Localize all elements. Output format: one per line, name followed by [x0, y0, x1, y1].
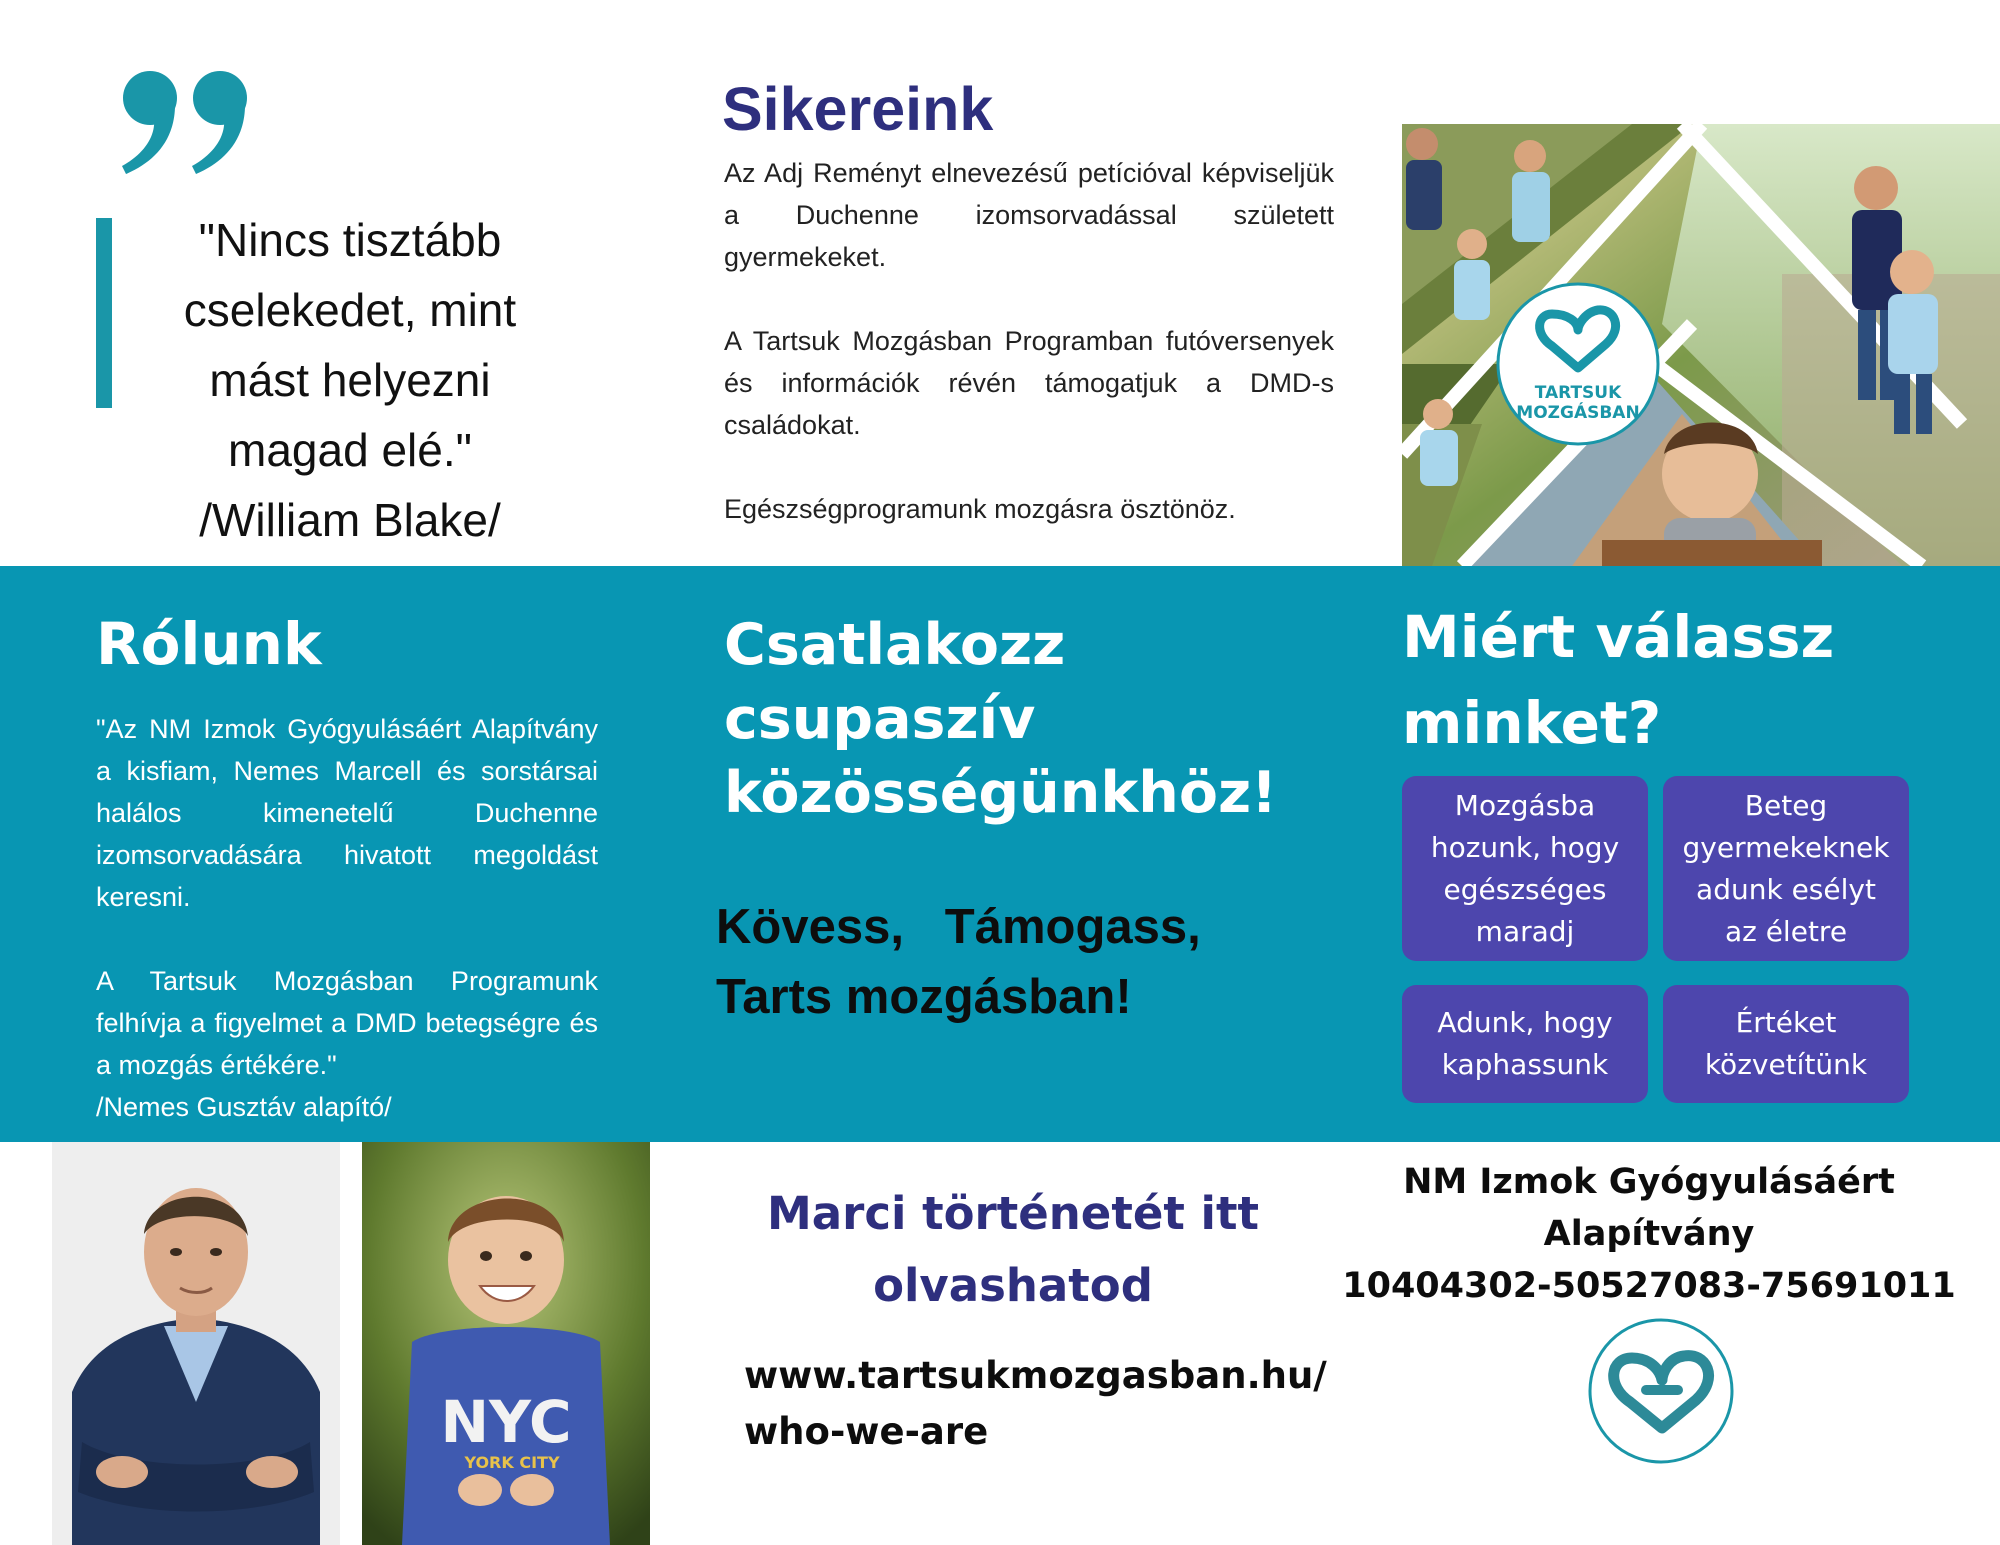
story-title-line: olvashatod: [873, 1259, 1153, 1312]
successes-paragraph: Egészségprogramunk mozgásra ösztönöz.: [724, 494, 1236, 524]
reason-card-line: közvetítünk: [1704, 1048, 1868, 1081]
quote-author: /William Blake/: [199, 494, 501, 546]
why-title-line: Miért válassz: [1402, 603, 1835, 671]
follow-word: Kövess,: [716, 900, 904, 954]
quote-line: "Nincs tisztább: [198, 214, 502, 266]
call-to-action: [716, 892, 1276, 1032]
quote-line: magad elé.": [228, 424, 472, 476]
reason-card-line: Értéket: [1735, 1006, 1837, 1039]
keep-moving-text: Tarts mozgásban!: [716, 970, 1132, 1024]
reason-card-line: egészséges: [1443, 872, 1607, 906]
successes-paragraph: Az Adj Reményt elnevezésű petícióval képviseljük a Duchenne izomsorvadással született gyermekeket.: [724, 158, 1334, 272]
about-paragraph: "Az NM Izmok Gyógyulásáért Alapítvány a kisfiam, Nemes Marcell és sorstársai halálos kimenetelű Duchenne izomsorvadására hivatott megoldást keresni.: [96, 714, 598, 912]
story-title: [716, 1178, 1310, 1322]
about-title: Rólunk: [96, 610, 322, 678]
join-title-line: közösségünkhöz!: [724, 760, 1278, 826]
shirt-print-subtext: YORK CITY: [464, 1453, 560, 1472]
marci-photo: [362, 1142, 650, 1545]
successes-body: [724, 152, 1334, 530]
reason-card: [1402, 985, 1648, 1103]
bank-account-number: 10404302-50527083-75691011: [1342, 1266, 1956, 1306]
quote-line: mást helyezni: [209, 354, 491, 406]
successes-paragraph: A Tartsuk Mozgásban Programban futóversenyek és információk révén támogatjuk a DMD-s családokat.: [724, 326, 1334, 440]
about-paragraph: A Tartsuk Mozgásban Programunk felhívja a figyelmet a DMD betegségre és a mozgás értékére.": [96, 966, 598, 1080]
reason-card-line: Adunk, hogy: [1437, 1006, 1613, 1039]
collage-logo-line-2: MOZGÁSBAN: [1516, 403, 1640, 423]
quote-block: [140, 205, 560, 555]
about-signature: /Nemes Gusztáv alapító/: [96, 1092, 392, 1122]
story-title-line: Marci történetét itt: [767, 1187, 1259, 1240]
why-choose-us-title: [1402, 594, 1962, 766]
about-body: [96, 708, 598, 1128]
reason-card-line: adunk esélyt: [1696, 872, 1876, 906]
successes-title: Sikereink: [722, 75, 994, 143]
quote-line: cselekedet, mint: [183, 284, 517, 336]
reason-card-line: hozunk, hogy: [1430, 830, 1620, 864]
reason-card-line: kaphassunk: [1441, 1048, 1609, 1081]
organization-name: NM Izmok Gyógyulásáért: [1403, 1162, 1895, 1202]
reason-card: [1663, 776, 1909, 961]
reason-card-line: Beteg: [1744, 788, 1828, 822]
shirt-print-text: NYC: [440, 1388, 572, 1456]
support-word: Támogass,: [944, 900, 1201, 954]
organization-name: Alapítvány: [1543, 1214, 1755, 1254]
reason-card-line: maradj: [1475, 914, 1575, 948]
why-title-line: minket?: [1402, 689, 1662, 757]
join-title-line: Csatlakozz: [724, 612, 1066, 678]
reason-card-line: Mozgásba: [1454, 788, 1596, 822]
story-link-line: www.tartsukmozgasban.hu/: [744, 1354, 1327, 1397]
collage-logo-line-1: TARTSUK: [1534, 383, 1622, 403]
quotation-mark-icon: [118, 58, 258, 178]
join-community-title: [724, 608, 1344, 830]
family-photo-collage: [1402, 124, 2000, 566]
founder-photo: [52, 1142, 340, 1545]
quote-accent-bar: [96, 218, 112, 408]
story-link[interactable]: [744, 1348, 1344, 1460]
reason-card-line: az életre: [1724, 914, 1848, 948]
join-title-line: csupaszív: [724, 686, 1036, 752]
story-link-line: who-we-are: [744, 1410, 989, 1453]
reason-card-line: gyermekeknek: [1682, 830, 1890, 864]
reason-card: [1402, 776, 1648, 961]
reason-card: [1663, 985, 1909, 1103]
heart-logo-icon: [1586, 1316, 1736, 1466]
organization-info: [1338, 1156, 1960, 1312]
